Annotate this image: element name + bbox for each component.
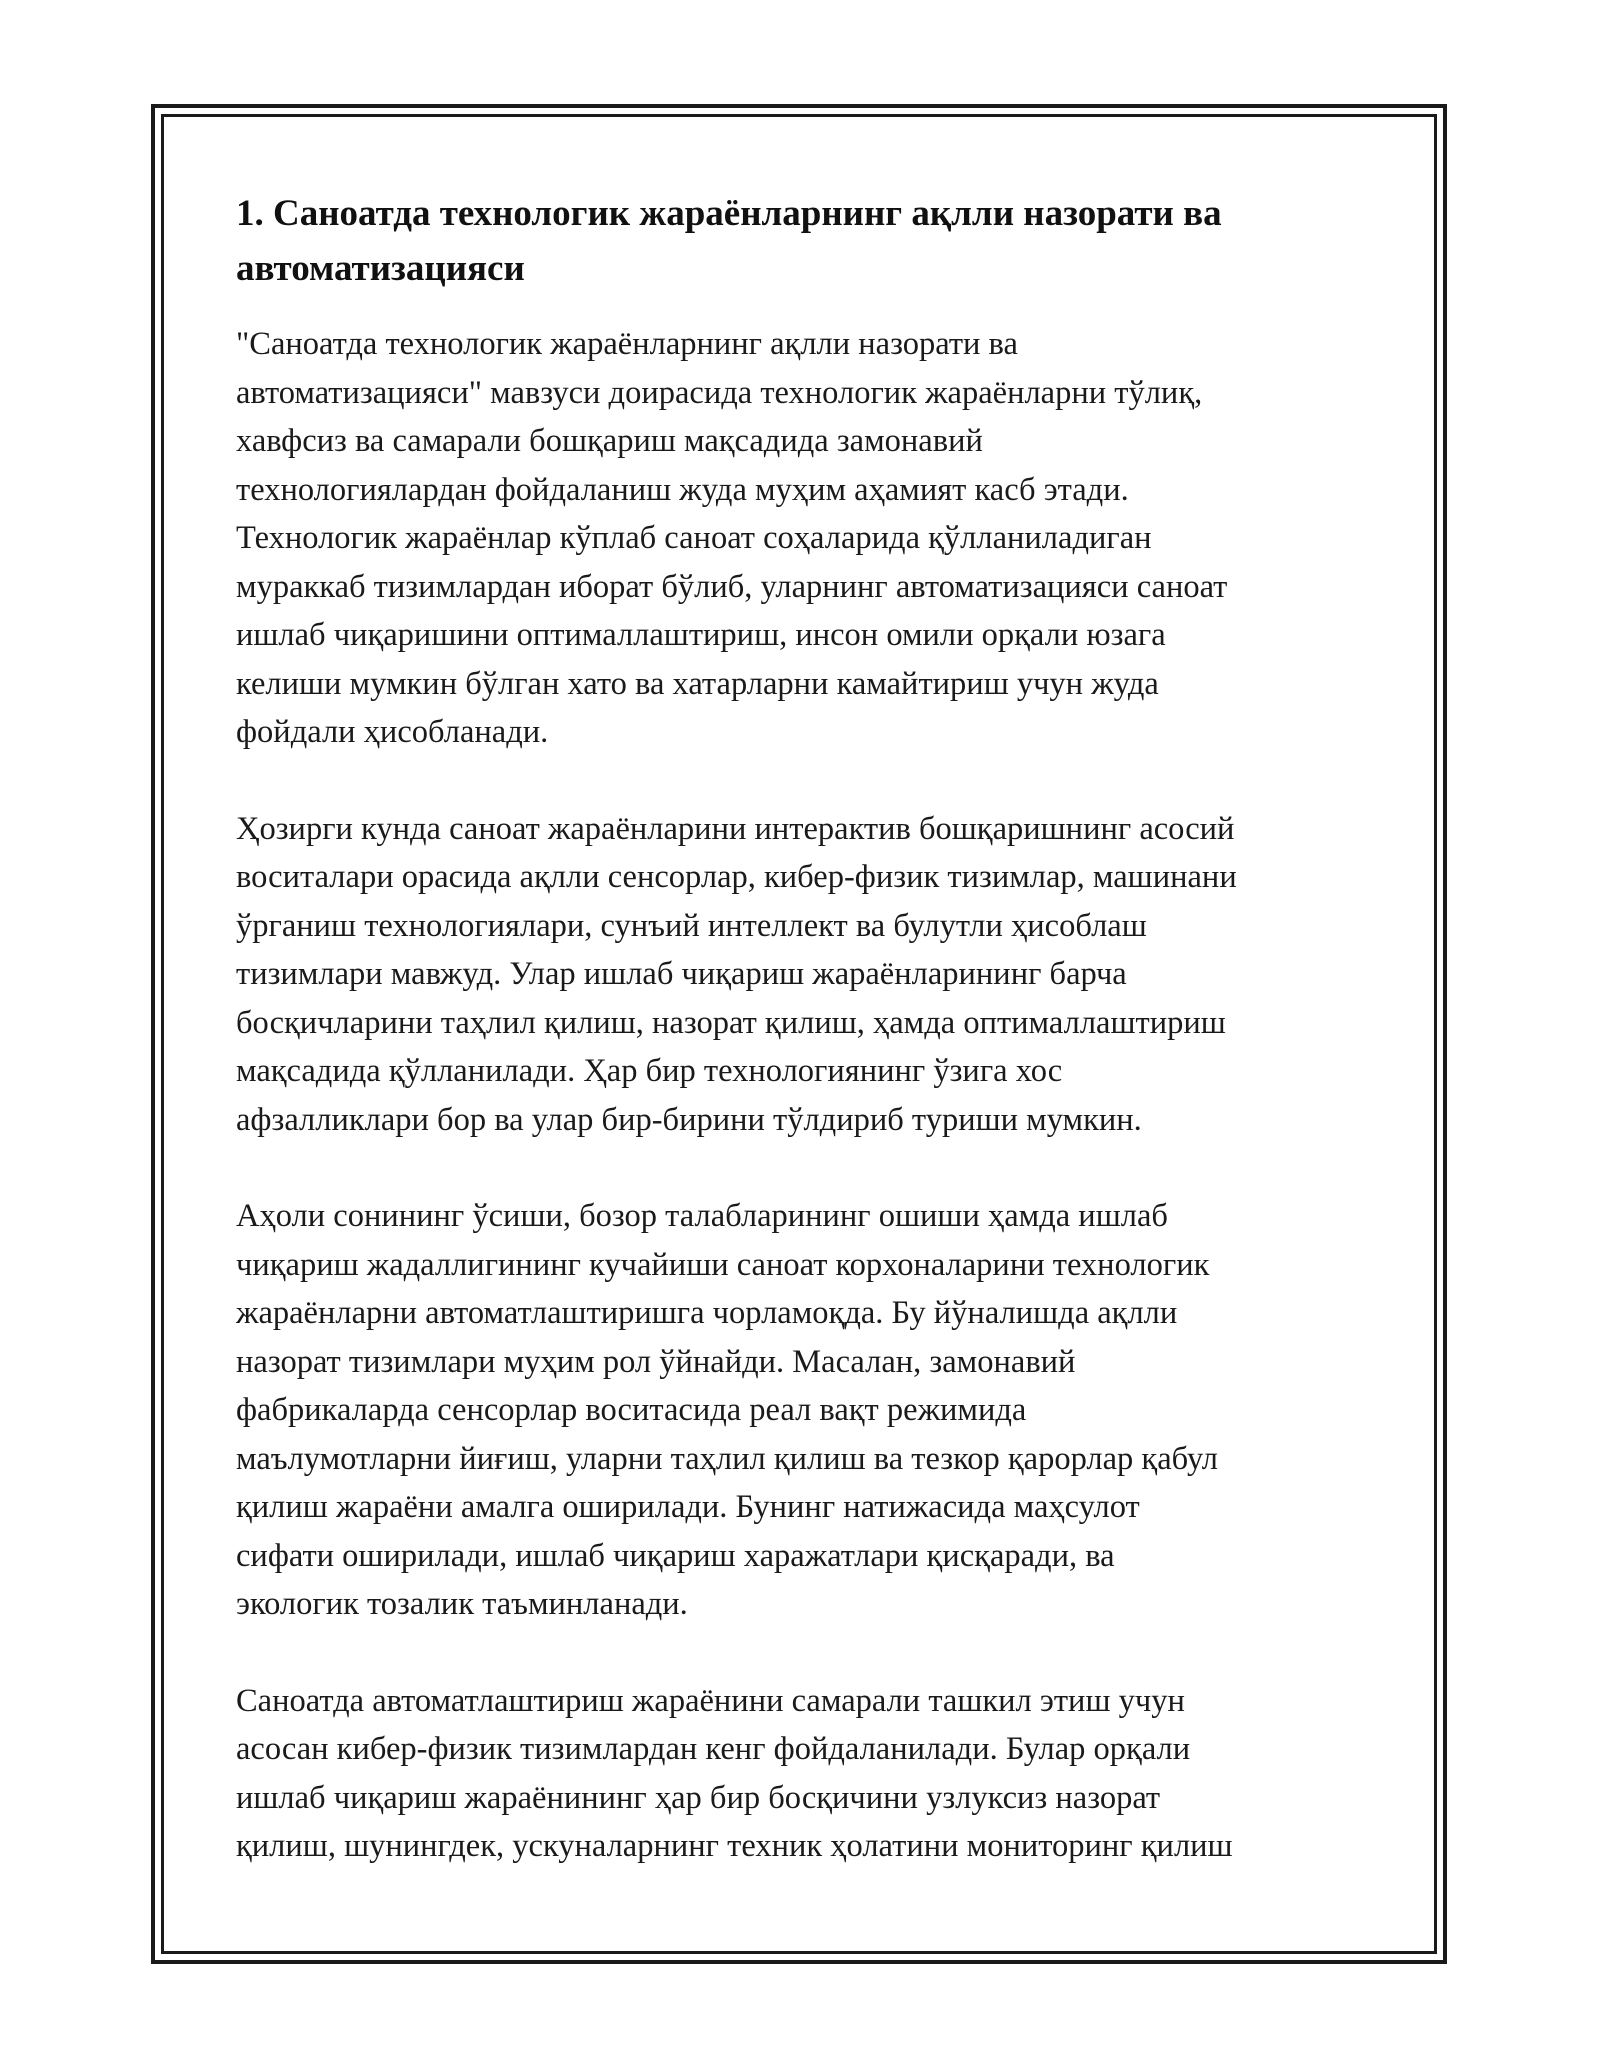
document-body [236, 186, 1376, 1919]
section-heading [236, 186, 1376, 296]
paragraph: "Саноатда технологик жараёнларнинг ақлли назорати ва автоматизацияси" мавзуси доирасида технологик жараёнларни тўлиқ, хавфсиз ва самарали бошқариш мақсадида замонавий технологиялардан фойдаланиш жуда муҳим аҳамият касб этади. Технологик жараёнлар кўплаб саноат соҳаларида қўлланиладиган мураккаб тизимлардан иборат бўлиб, уларнинг автоматизацияси саноат ишлаб чиқаришини оптималлаштириш, инсон омили орқали юзага келиши мумкин бўлган хато ва хатарларни камайтириш учун жуда фойдали ҳисобланади. [236, 326, 1228, 750]
heading-line: 1. Саноатда технологик жараёнларнинг ақлли назорати ва [236, 193, 1222, 234]
paragraph: Саноатда автоматлаштириш жараёнини самарали ташкил этиш учун асосан кибер-физик тизимлардан кенг фойдаланилади. Булар орқали ишлаб чиқариш жараёнининг ҳар бир босқичини узлуксиз назорат қилиш, шунингдек, ускуналарнинг техник ҳолатини мониторинг қилиш [236, 1682, 1233, 1864]
paragraph: Ҳозирги кунда саноат жараёнларини интерактив бошқаришнинг асосий воситалари орасида ақлли сенсорлар, кибер-физик тизимлар, машинани ўрганиш технологиялари, сунъий интеллект ва булутли ҳисоблаш тизимлари мавжуд. Улар ишлаб чиқариш жараёнларининг барча босқичларини таҳлил қилиш, назорат қилиш, ҳамда оптималлаштириш мақсадида қўлланилади. Ҳар бир технологиянинг ўзига хос афзалликлари бор ва улар бир-бирини тўлдириб туриши мумкин. [236, 810, 1237, 1138]
heading-line: автоматизацияси [236, 248, 525, 289]
paragraph: Аҳоли сонининг ўсиши, бозор талабларининг ошиши ҳамда ишлаб чиқариш жадаллигининг кучайиши саноат корхоналарини технологик жараёнларни автоматлаштиришга чорламоқда. Бу йўналишда ақлли назорат тизимлари муҳим рол ўйнайди. Масалан, замонавий фабрикаларда сенсорлар воситасида реал вақт режимида маълумотларни йиғиш, уларни таҳлил қилиш ва тезкор қарорлар қабул қилиш жараёни амалга оширилади. Бунинг натижасида маҳсулот сифати оширилади, ишлаб чиқариш харажатлари қисқаради, ва экологик тозалик таъминланади. [236, 1198, 1218, 1622]
